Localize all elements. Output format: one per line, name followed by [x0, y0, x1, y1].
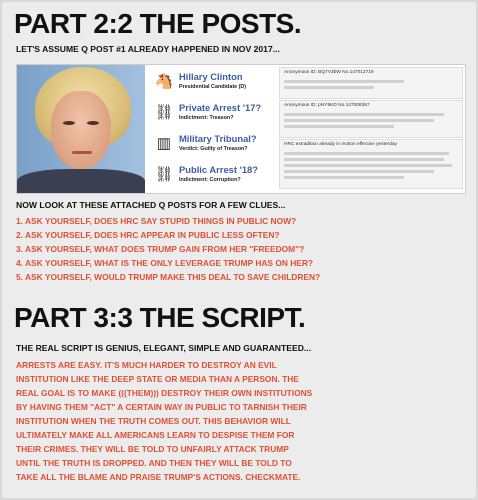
- clues-intro: NOW LOOK AT THESE ATTACHED Q POSTS FOR A FEW CLUES...: [16, 200, 286, 210]
- post-header: Anonymous ID: BQ7V3bW No.147012719: [284, 70, 374, 75]
- row-title: Private Arrest '17?: [179, 102, 262, 113]
- portrait-photo: [17, 65, 145, 193]
- q-post: [279, 100, 463, 138]
- part3-title: PART 3:3 THE SCRIPT.: [14, 302, 306, 333]
- script-line: REAL GOAL IS TO MAKE (((THEM))) DESTROY THEIR OWN INSTITUTIONS: [16, 388, 313, 398]
- row-subtitle: Presidential Candidate (D): [179, 84, 247, 90]
- meme-card: [2, 2, 476, 498]
- timeline-row: [147, 67, 277, 97]
- clue-item: 5. ASK YOURSELF, WOULD TRUMP MAKE THIS DEAL TO SAVE CHILDREN?: [16, 272, 321, 282]
- row-title: Public Arrest '18?: [179, 164, 258, 175]
- script-line: INSTITUTION WHEN THE TRUTH COMES OUT. THIS BEHAVIOR WILL: [16, 416, 291, 426]
- clue-item: 3. ASK YOURSELF, WHAT DOES TRUMP GAIN FROM HER "FREEDOM"?: [16, 244, 305, 254]
- row-title: Military Tribunal?: [179, 133, 257, 144]
- row-title: Hillary Clinton: [179, 71, 243, 82]
- q-posts-panel: [279, 67, 461, 189]
- script-line: INSTITUTION LIKE THE DEEP STATE OR MEDIA THAN A PERSON. THE: [16, 374, 299, 384]
- timeline-row: [147, 98, 277, 128]
- script-line: BY HAVING THEM "ACT" A CERTAIN WAY IN PUBLIC TO TARNISH THEIR: [16, 402, 307, 412]
- script-line: THEIR CRIMES. THEY WILL BE TOLD TO UNFAIRLY ATTACK TRUMP: [16, 444, 289, 454]
- q-post-graphic: [16, 64, 466, 194]
- part2-subtitle: LET'S ASSUME Q POST #1 ALREADY HAPPENED IN NOV 2017...: [16, 44, 280, 54]
- timeline-row: [147, 129, 277, 159]
- donkey-icon: 🐴: [154, 73, 174, 90]
- q-post: [279, 67, 463, 99]
- clue-item: 4. ASK YOURSELF, WHAT IS THE ONLY LEVERAGE TRUMP HAS ON HER?: [16, 258, 314, 268]
- q-post: [279, 139, 463, 189]
- clue-item: 2. ASK YOURSELF, DOES HRC APPEAR IN PUBLIC LESS OFTEN?: [16, 230, 280, 240]
- post-header: HRC extradition already in motion effective yesterday: [284, 142, 397, 147]
- script-line: UNTIL THE TRUTH IS DROPPED. AND THEN THEY WILL BE TOLD TO: [16, 458, 292, 468]
- timeline-row: [147, 160, 277, 190]
- script-line: ULTIMATELY MAKE ALL AMERICANS LEARN TO DESPISE THEM FOR: [16, 430, 295, 440]
- row-subtitle: Indictment: Corruption?: [179, 177, 241, 183]
- prison-bars-icon: ▥: [156, 135, 172, 152]
- handcuffs-icon: ⛓: [154, 166, 174, 183]
- post-header: Anonymous ID: pNY5KD No.147008367: [284, 103, 370, 108]
- row-subtitle: Verdict: Guilty of Treason?: [179, 146, 248, 152]
- script-line: ARRESTS ARE EASY. IT'S MUCH HARDER TO DESTROY AN EVIL: [16, 360, 277, 370]
- part2-title: PART 2:2 THE POSTS.: [14, 8, 302, 39]
- part3-subtitle: THE REAL SCRIPT IS GENIUS, ELEGANT, SIMPLE AND GUARANTEED...: [16, 343, 312, 353]
- clue-item: 1. ASK YOURSELF, DOES HRC SAY STUPID THINGS IN PUBLIC NOW?: [16, 216, 297, 226]
- script-line: TAKE ALL THE BLAME AND PRAISE TRUMP'S ACTIONS. CHECKMATE.: [16, 472, 301, 482]
- handcuffs-icon: ⛓: [154, 104, 174, 121]
- row-subtitle: Indictment: Treason?: [179, 115, 234, 121]
- timeline-list: [147, 65, 277, 193]
